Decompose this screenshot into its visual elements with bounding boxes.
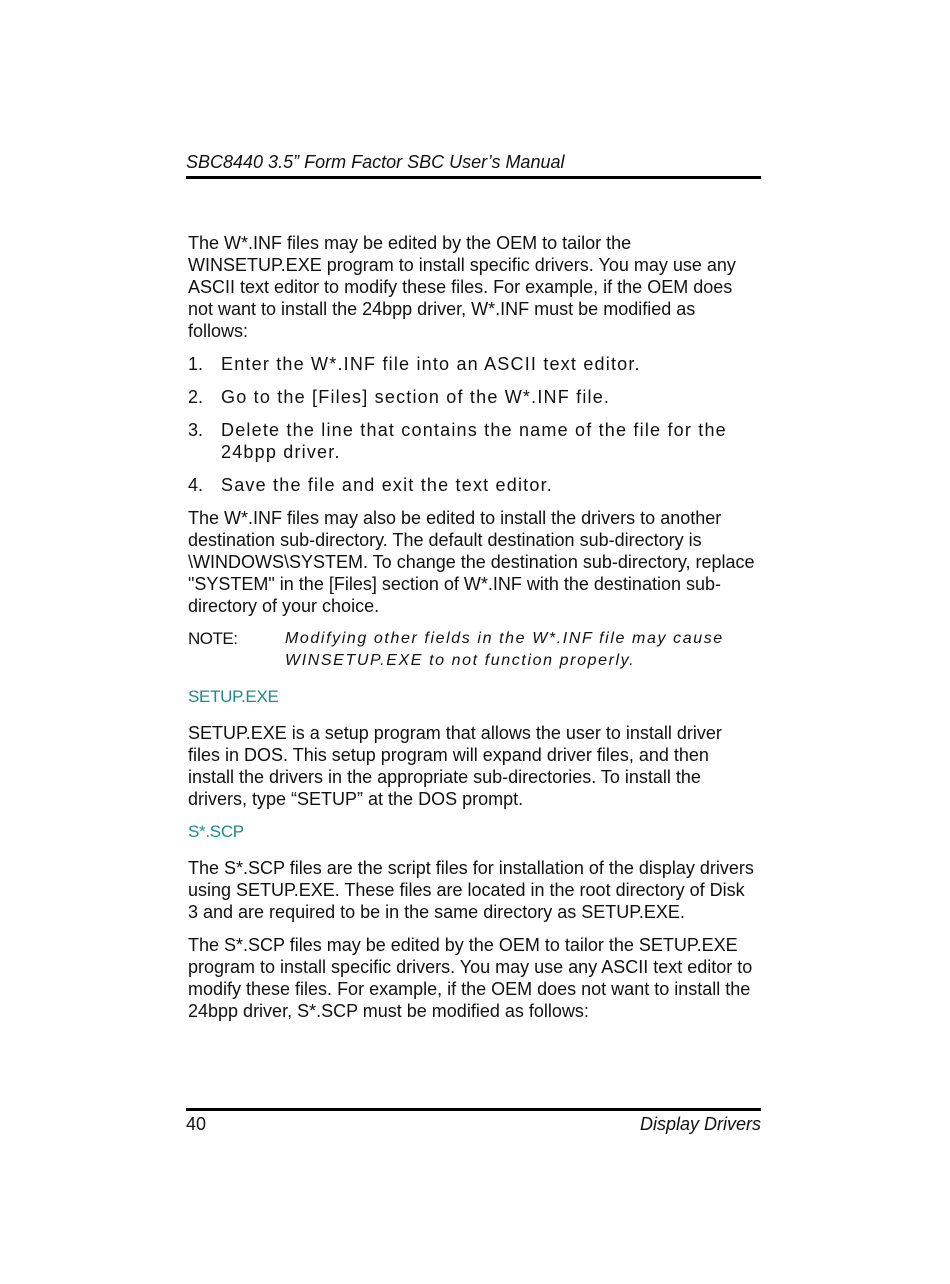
note-text: Modifying other fields in the W*.INF file may cause WINSETUP.EXE to not function properly. <box>285 630 724 669</box>
section-heading-setup: SETUP.EXE <box>188 687 279 706</box>
step-text: Enter the W*.INF file into an ASCII text editor. <box>221 354 641 374</box>
note-label: NOTE: <box>188 629 238 648</box>
paragraph-4: The S*.SCP files are the script files for installation of the display drivers using SETUP.EXE. These files are located in the root directory of Disk 3 and are required to be in the same directory as SETUP.EXE. <box>188 858 754 922</box>
step-text: Save the file and exit the text editor. <box>221 475 553 495</box>
section-heading-scp: S*.SCP <box>188 822 244 841</box>
page-body <box>188 232 758 1033</box>
page-header <box>186 152 761 179</box>
paragraph-2: The W*.INF files may also be edited to install the drivers to another destination sub-directory. The default destination sub-directory is \WINDOWS\SYSTEM. To change the destination sub-directory, replace "SYSTEM" in the [Files] section of W*.INF with the destination sub-directory of your choice. <box>188 508 755 616</box>
paragraph-5: The S*.SCP files may be edited by the OEM to tailor the SETUP.EXE program to install specific drivers. You may use any ASCII text editor to modify these files. For example, if the OEM does not want to install the 24bpp driver, S*.SCP must be modified as follows: <box>188 935 753 1021</box>
step-number: 2. <box>188 387 204 407</box>
header-title: SBC8440 3.5” Form Factor SBC User’s Manual <box>186 152 565 172</box>
list-item <box>188 419 758 463</box>
list-item <box>188 386 758 408</box>
page-footer <box>186 1108 761 1135</box>
step-number: 3. <box>188 420 204 440</box>
list-item <box>188 474 758 496</box>
footer-section: Display Drivers <box>639 1114 761 1134</box>
paragraph-3: SETUP.EXE is a setup program that allows the user to install driver files in DOS. This setup program will expand driver files, and then install the drivers in the appropriate sub-directories. To install the drivers, type “SETUP” at the DOS prompt. <box>188 723 722 809</box>
step-text: Delete the line that contains the name of the file for the 24bpp driver. <box>221 420 727 462</box>
note-block <box>188 628 758 672</box>
list-item <box>188 353 758 375</box>
page-number: 40 <box>186 1114 207 1134</box>
step-text: Go to the [Files] section of the W*.INF file. <box>221 387 611 407</box>
step-number: 4. <box>188 475 204 495</box>
step-number: 1. <box>188 354 204 374</box>
steps-list <box>188 353 758 496</box>
paragraph-1: The W*.INF files may be edited by the OEM to tailor the WINSETUP.EXE program to install specific drivers. You may use any ASCII text editor to modify these files. For example, if the OEM does not want to install the 24bpp driver, W*.INF must be modified as follows: <box>188 233 736 341</box>
